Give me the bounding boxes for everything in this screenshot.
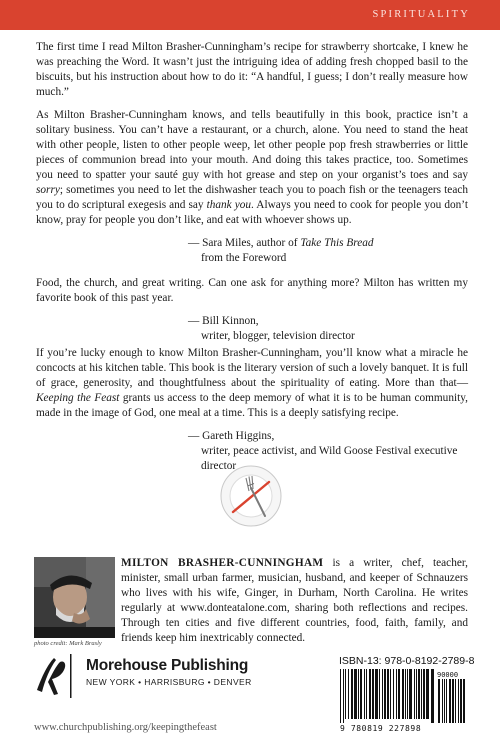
category-band xyxy=(0,0,500,30)
barcode-bar xyxy=(340,669,341,723)
barcode-bar xyxy=(345,669,346,719)
barcode-bar xyxy=(407,669,408,719)
quote-text-3 xyxy=(36,346,468,421)
barcode-bar xyxy=(379,669,380,719)
barcode-addon-bar xyxy=(452,679,454,723)
publisher-cities: NEW YORK • HARRISBURG • DENVER xyxy=(86,677,252,687)
author-bio xyxy=(121,556,468,646)
attribution-sub: from the Foreword xyxy=(201,252,287,264)
barcode-addon-bar xyxy=(449,679,451,723)
barcode-bar xyxy=(358,669,359,719)
barcode-addon-bar xyxy=(455,679,456,723)
barcode-bar xyxy=(416,669,417,719)
attribution-name: — Bill Kinnon, xyxy=(188,315,259,327)
barcode-addon-bar xyxy=(463,679,465,723)
author-photo xyxy=(34,557,115,638)
barcode-bar xyxy=(398,669,400,719)
barcode-bar xyxy=(414,669,415,719)
barcode-digits: 9 780819 227898 xyxy=(340,724,422,733)
publisher-name: Morehouse Publishing xyxy=(86,657,249,674)
barcode-bar xyxy=(384,669,386,719)
barcode-bar xyxy=(431,669,434,723)
foreword-quote xyxy=(36,40,468,266)
barcode-bar xyxy=(421,669,422,719)
barcode-bar xyxy=(409,669,412,719)
emphasis-word: sorry xyxy=(36,184,60,196)
barcode-bar xyxy=(390,669,391,719)
author-bio-text: is a writer, chef, teacher, minister, small urban farmer, musician, husband, and keeper of Schnauzers who lives with his wife, Ginger, in Durham, North Carolina. He writes regularly at www.donteatalone.com, sharing both reflections and recipes. Through ten cities and five different countries, food, faith, family, and friends keep him inextricably connected. xyxy=(121,557,468,644)
publisher-logo-icon xyxy=(34,652,74,700)
barcode-bar xyxy=(372,669,374,719)
barcode-bar xyxy=(354,669,357,719)
barcode-bar xyxy=(382,669,383,719)
plate-fork-knife-icon xyxy=(219,464,283,528)
attribution-prefix: — Sara Miles, author of xyxy=(188,237,301,249)
quote-text-2: Food, the church, and great writing. Can one ask for anything more? Milton has written my favorite book of this past year. xyxy=(36,277,468,304)
barcode-addon-digits: 90000 xyxy=(437,671,459,679)
isbn-label: ISBN-13: 978-0-8192-2789-8 xyxy=(339,655,475,667)
barcode-bar xyxy=(369,669,371,719)
barcode-bar xyxy=(387,669,389,719)
barcode-addon-bar xyxy=(446,679,447,723)
barcode-bar xyxy=(351,669,353,719)
attribution-book: Take This Bread xyxy=(300,237,374,249)
barcode-bar xyxy=(396,669,397,719)
attribution-name: — Gareth Higgins, xyxy=(188,430,275,442)
barcode-bar xyxy=(393,669,394,719)
quote-paragraph-2: As Milton Brasher-Cunningham knows, and tells beautifully in this book, practice isn’t a solitary business. You can’t have a restaurant, or a church, alone. You need to stand the heat with other people, listen to other people weep, let other people pop fresh strawberries or little pieces of communion bread into your mouth. And doing this takes practice, too. Sometimes you need to spatter your sauté guy with hot grease and step on your organist’s toes and say sorry; sometimes you need to let the dishwasher teach you to poach fish or the teenagers teach you to do scriptural exegesis and say thank you. Always you need to cook for people you don’t know, pray for people you don’t like, and eat with whoever shows up. xyxy=(36,109,468,226)
barcode-addon-bar xyxy=(438,679,440,723)
endorsement-kinnon xyxy=(36,276,468,344)
barcode-bar xyxy=(405,669,406,719)
author-portrait-image xyxy=(34,557,115,638)
quote-text-a: If you’re lucky enough to know Milton Brasher-Cunningham, you’ll know what a miracle he concocts at his kitchen table. This book is the literary version of such a lovely banquet. It is full of grace, generosity, and thoughtfulness about the spirituality of eating. More than that— xyxy=(36,347,468,389)
publisher-url: www.churchpublishing.org/keepingthefeast xyxy=(34,722,217,733)
barcode-addon-bar xyxy=(458,679,459,723)
barcode-bar xyxy=(348,669,349,719)
emphasis-word: thank you xyxy=(206,199,252,211)
barcode-bar xyxy=(423,669,425,719)
category-label: SPIRITUALITY xyxy=(372,9,470,20)
barcode-bar xyxy=(402,669,404,719)
quote-attribution-2 xyxy=(188,314,468,344)
barcode-bar xyxy=(343,669,344,723)
barcode-bar xyxy=(360,669,362,719)
photo-credit: photo credit: Mark Brasly xyxy=(34,640,102,647)
barcode-addon-bar xyxy=(444,679,445,723)
quote-book-title: Keeping the Feast xyxy=(36,392,120,404)
barcode-addon-bar xyxy=(442,679,443,723)
endorsement-higgins xyxy=(36,346,468,474)
barcode-bar xyxy=(366,669,367,719)
barcode-bar xyxy=(426,669,429,719)
quote-attribution-1 xyxy=(188,236,468,266)
quote-paragraph-1: The first time I read Milton Brasher-Cunningham’s recipe for strawberry shortcake, I knew he was preaching the Word. It wasn’t just the intriguing idea of adding fresh chopped basil to the biscuits, but his instruction about how to do it: “A handful, I guess; I don’t really measure how much.” xyxy=(36,41,468,98)
barcode-bar xyxy=(418,669,420,719)
attribution-sub: writer, peace activist, and Wild Goose Festival executive director xyxy=(201,445,458,472)
attribution-sub: writer, blogger, television director xyxy=(201,330,355,342)
author-name: MILTON BRASHER-CUNNINGHAM xyxy=(121,557,324,569)
barcode-addon-bar xyxy=(460,679,462,723)
barcode-bar xyxy=(375,669,378,719)
barcode-bar xyxy=(364,669,365,719)
quote-text-b: grants us access to the deep memory of what it is to be human community, made in the image of God, one meal at a time. This is a deeply satisfying recipe. xyxy=(36,392,469,419)
